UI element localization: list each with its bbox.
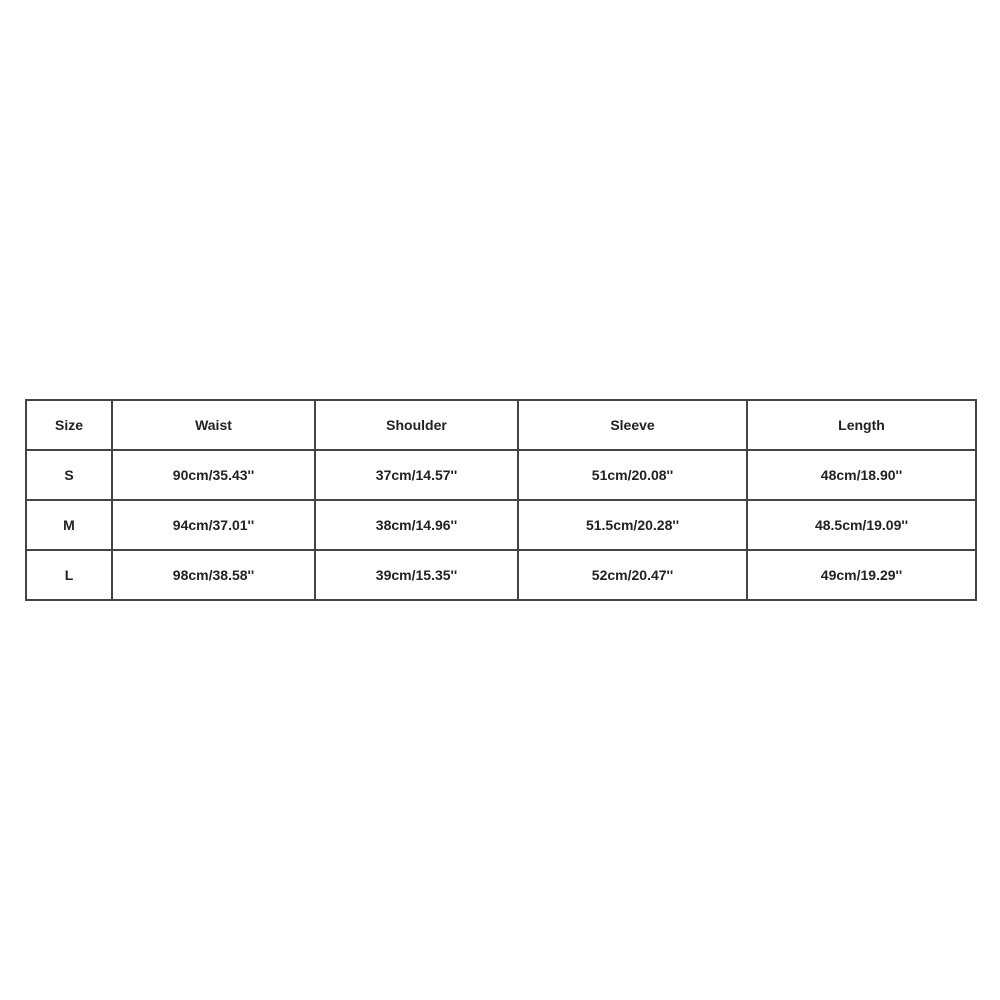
cell-size: L — [26, 550, 112, 600]
cell-sleeve: 51.5cm/20.28'' — [518, 500, 747, 550]
size-chart-table — [25, 399, 977, 601]
cell-length: 48cm/18.90'' — [747, 450, 976, 500]
header-length: Length — [747, 400, 976, 450]
header-sleeve: Sleeve — [518, 400, 747, 450]
table-header-row — [26, 400, 976, 450]
cell-size: M — [26, 500, 112, 550]
table-row — [26, 550, 976, 600]
header-size: Size — [26, 400, 112, 450]
cell-sleeve: 51cm/20.08'' — [518, 450, 747, 500]
cell-shoulder: 39cm/15.35'' — [315, 550, 518, 600]
cell-waist: 94cm/37.01'' — [112, 500, 315, 550]
cell-length: 48.5cm/19.09'' — [747, 500, 976, 550]
header-waist: Waist — [112, 400, 315, 450]
cell-size: S — [26, 450, 112, 500]
cell-waist: 90cm/35.43'' — [112, 450, 315, 500]
cell-length: 49cm/19.29'' — [747, 550, 976, 600]
cell-sleeve: 52cm/20.47'' — [518, 550, 747, 600]
header-shoulder: Shoulder — [315, 400, 518, 450]
cell-shoulder: 37cm/14.57'' — [315, 450, 518, 500]
cell-shoulder: 38cm/14.96'' — [315, 500, 518, 550]
cell-waist: 98cm/38.58'' — [112, 550, 315, 600]
table-row — [26, 500, 976, 550]
table-row — [26, 450, 976, 500]
